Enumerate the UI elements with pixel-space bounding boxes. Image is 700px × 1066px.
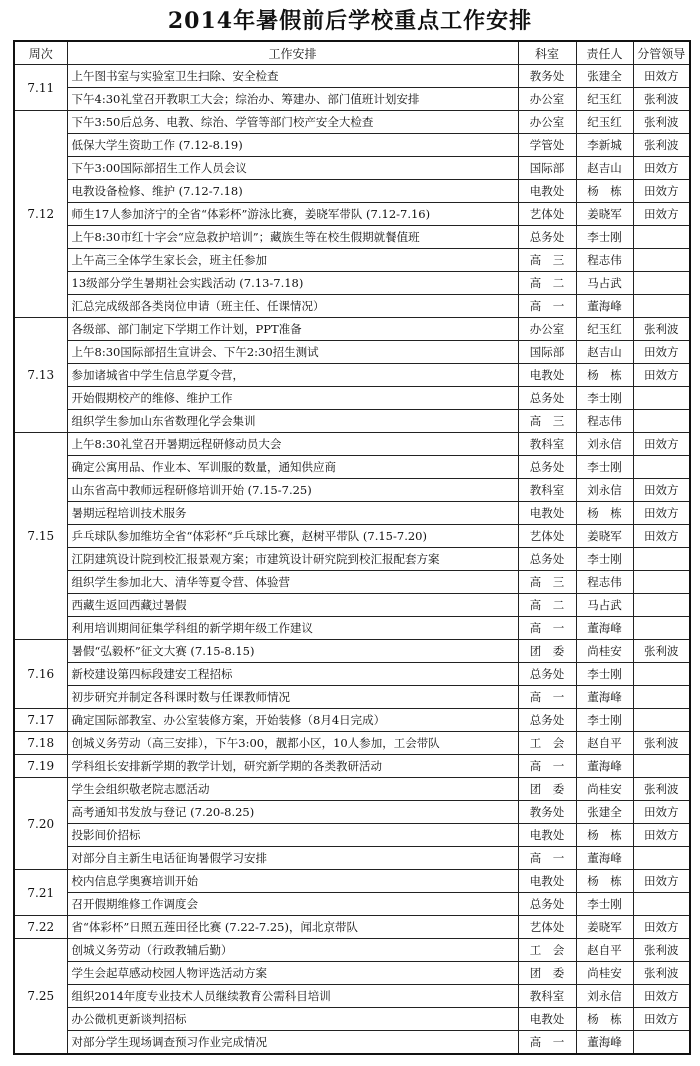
leader-cell: 田效方 [633, 916, 690, 939]
leader-cell [633, 410, 690, 433]
department-cell: 办公室 [518, 318, 576, 341]
leader-cell: 田效方 [633, 364, 690, 387]
responsible-cell: 董海峰 [576, 847, 633, 870]
responsible-cell: 李士刚 [576, 456, 633, 479]
responsible-cell: 刘永信 [576, 433, 633, 456]
table-row [14, 318, 690, 341]
leader-cell [633, 663, 690, 686]
header-week: 周次 [14, 41, 67, 65]
responsible-cell: 张建全 [576, 801, 633, 824]
task-cell: 确定国际部教室、办公室装修方案，开始装修（8月4日完成） [67, 709, 518, 732]
week-cell: 7.12 [14, 111, 67, 318]
table-row [14, 433, 690, 456]
table-row [14, 663, 690, 686]
department-cell: 学管处 [518, 134, 576, 157]
task-cell: 召开假期维修工作调度会 [67, 893, 518, 916]
leader-cell: 田效方 [633, 870, 690, 893]
task-cell: 上午8:30国际部招生宣讲会、下午2:30招生测试 [67, 341, 518, 364]
table-row [14, 456, 690, 479]
week-cell: 7.19 [14, 755, 67, 778]
header-department: 科室 [518, 41, 576, 65]
responsible-cell: 尚桂安 [576, 778, 633, 801]
leader-cell [633, 226, 690, 249]
leader-cell [633, 686, 690, 709]
table-row [14, 801, 690, 824]
table-row [14, 824, 690, 847]
page-title: 2014年暑假前后学校重点工作安排 [167, 8, 533, 34]
task-cell: 学生会组织敬老院志愿活动 [67, 778, 518, 801]
department-cell: 总务处 [518, 893, 576, 916]
table-row [14, 410, 690, 433]
task-cell: 暑期远程培训技术服务 [67, 502, 518, 525]
week-cell: 7.22 [14, 916, 67, 939]
department-cell: 高 一 [518, 686, 576, 709]
responsible-cell: 姜晓军 [576, 203, 633, 226]
task-cell: 学生会起草感动校园人物评选活动方案 [67, 962, 518, 985]
leader-cell: 张利波 [633, 88, 690, 111]
leader-cell: 田效方 [633, 157, 690, 180]
week-cell: 7.15 [14, 433, 67, 640]
task-cell: 确定公寓用品、作业本、军训服的数量，通知供应商 [67, 456, 518, 479]
leader-cell: 张利波 [633, 111, 690, 134]
responsible-cell: 纪玉红 [576, 111, 633, 134]
department-cell: 办公室 [518, 88, 576, 111]
responsible-cell: 赵吉山 [576, 157, 633, 180]
table-row [14, 778, 690, 801]
leader-cell [633, 295, 690, 318]
responsible-cell: 纪玉红 [576, 318, 633, 341]
task-cell: 省“体彩杯”日照五莲田径比赛 (7.22-7.25)，闻北京带队 [67, 916, 518, 939]
responsible-cell: 张建全 [576, 65, 633, 88]
responsible-cell: 董海峰 [576, 1031, 633, 1055]
department-cell: 团 委 [518, 640, 576, 663]
task-cell: 对部分自主新生电话征询暑假学习安排 [67, 847, 518, 870]
department-cell: 高 一 [518, 755, 576, 778]
table-row [14, 134, 690, 157]
leader-cell [633, 893, 690, 916]
task-cell: 13级部分学生暑期社会实践活动 (7.13-7.18) [67, 272, 518, 295]
department-cell: 工 会 [518, 939, 576, 962]
department-cell: 高 一 [518, 617, 576, 640]
responsible-cell: 李士刚 [576, 548, 633, 571]
department-cell: 教务处 [518, 65, 576, 88]
leader-cell: 张利波 [633, 732, 690, 755]
table-row [14, 364, 690, 387]
responsible-cell: 董海峰 [576, 295, 633, 318]
responsible-cell: 杨 栋 [576, 364, 633, 387]
table-row [14, 226, 690, 249]
table-row [14, 341, 690, 364]
task-cell: 开始假期校产的维修、维护工作 [67, 387, 518, 410]
responsible-cell: 李士刚 [576, 893, 633, 916]
leader-cell: 张利波 [633, 134, 690, 157]
leader-cell [633, 249, 690, 272]
table-row [14, 249, 690, 272]
task-cell: 参加诸城省中学生信息学夏令营， [67, 364, 518, 387]
table-row [14, 594, 690, 617]
task-cell: 高考通知书发放与登记 (7.20-8.25) [67, 801, 518, 824]
leader-cell: 张利波 [633, 939, 690, 962]
responsible-cell: 董海峰 [576, 617, 633, 640]
responsible-cell: 杨 栋 [576, 180, 633, 203]
table-row [14, 180, 690, 203]
department-cell: 高 二 [518, 272, 576, 295]
task-cell: 新校建设第四标段建安工程招标 [67, 663, 518, 686]
leader-cell [633, 709, 690, 732]
responsible-cell: 马占武 [576, 594, 633, 617]
department-cell: 团 委 [518, 778, 576, 801]
table-row [14, 847, 690, 870]
table-row [14, 203, 690, 226]
responsible-cell: 杨 栋 [576, 870, 633, 893]
week-cell: 7.17 [14, 709, 67, 732]
table-row [14, 732, 690, 755]
task-cell: 各级部、部门制定下学期工作计划，PPT准备 [67, 318, 518, 341]
leader-cell: 田效方 [633, 824, 690, 847]
table-row [14, 985, 690, 1008]
department-cell: 总务处 [518, 387, 576, 410]
table-row [14, 88, 690, 111]
responsible-cell: 李士刚 [576, 387, 633, 410]
table-row [14, 548, 690, 571]
table-row [14, 295, 690, 318]
leader-cell: 张利波 [633, 640, 690, 663]
department-cell: 电教处 [518, 1008, 576, 1031]
task-cell: 下午4:30礼堂召开教职工大会；综治办、筹建办、部门值班计划安排 [67, 88, 518, 111]
responsible-cell: 董海峰 [576, 686, 633, 709]
task-cell: 低保大学生资助工作 (7.12-8.19) [67, 134, 518, 157]
table-row [14, 502, 690, 525]
table-row [14, 1008, 690, 1031]
table-row [14, 111, 690, 134]
table-body [14, 65, 690, 1055]
department-cell: 电教处 [518, 364, 576, 387]
table-row [14, 387, 690, 410]
table-row [14, 157, 690, 180]
header-responsible: 责任人 [576, 41, 633, 65]
table-row [14, 617, 690, 640]
task-cell: 下午3:50后总务、电教、综治、学管等部门校产安全大检查 [67, 111, 518, 134]
task-cell: 创城义务劳动（行政教辅后勤） [67, 939, 518, 962]
week-cell: 7.18 [14, 732, 67, 755]
department-cell: 高 二 [518, 594, 576, 617]
table-row [14, 272, 690, 295]
department-cell: 高 三 [518, 249, 576, 272]
department-cell: 高 一 [518, 847, 576, 870]
week-cell: 7.13 [14, 318, 67, 433]
department-cell: 团 委 [518, 962, 576, 985]
table-row [14, 1031, 690, 1055]
department-cell: 电教处 [518, 502, 576, 525]
responsible-cell: 杨 栋 [576, 1008, 633, 1031]
leader-cell [633, 548, 690, 571]
task-cell: 组织学生参加北大、清华等夏令营、体验营 [67, 571, 518, 594]
department-cell: 艺体处 [518, 203, 576, 226]
leader-cell: 张利波 [633, 318, 690, 341]
leader-cell: 田效方 [633, 502, 690, 525]
responsible-cell: 尚桂安 [576, 962, 633, 985]
leader-cell [633, 571, 690, 594]
task-cell: 学科组长安排新学期的教学计划，研究新学期的各类教研活动 [67, 755, 518, 778]
table-row [14, 916, 690, 939]
table-row [14, 65, 690, 88]
table-row [14, 525, 690, 548]
leader-cell: 张利波 [633, 778, 690, 801]
department-cell: 总务处 [518, 548, 576, 571]
task-cell: 电教设备检修、维护 (7.12-7.18) [67, 180, 518, 203]
leader-cell: 田效方 [633, 180, 690, 203]
leader-cell [633, 456, 690, 479]
department-cell: 高 一 [518, 1031, 576, 1055]
department-cell: 教科室 [518, 479, 576, 502]
task-cell: 下午3:00国际部招生工作人员会议 [67, 157, 518, 180]
department-cell: 总务处 [518, 226, 576, 249]
department-cell: 工 会 [518, 732, 576, 755]
responsible-cell: 赵吉山 [576, 341, 633, 364]
leader-cell: 田效方 [633, 203, 690, 226]
responsible-cell: 杨 栋 [576, 824, 633, 847]
department-cell: 总务处 [518, 663, 576, 686]
department-cell: 电教处 [518, 870, 576, 893]
week-cell: 7.21 [14, 870, 67, 916]
task-cell: 师生17人参加济宁的全省“体彩杯”游泳比赛，姜晓军带队 (7.12-7.16) [67, 203, 518, 226]
responsible-cell: 程志伟 [576, 571, 633, 594]
leader-cell [633, 847, 690, 870]
leader-cell: 田效方 [633, 479, 690, 502]
department-cell: 高 三 [518, 410, 576, 433]
week-cell: 7.20 [14, 778, 67, 870]
responsible-cell: 程志伟 [576, 410, 633, 433]
leader-cell [633, 272, 690, 295]
leader-cell: 田效方 [633, 65, 690, 88]
department-cell: 高 三 [518, 571, 576, 594]
department-cell: 艺体处 [518, 916, 576, 939]
task-cell: 汇总完成级部各类岗位申请（班主任、任课情况） [67, 295, 518, 318]
department-cell: 总务处 [518, 709, 576, 732]
responsible-cell: 尚桂安 [576, 640, 633, 663]
responsible-cell: 李士刚 [576, 709, 633, 732]
leader-cell [633, 387, 690, 410]
responsible-cell: 董海峰 [576, 755, 633, 778]
department-cell: 电教处 [518, 824, 576, 847]
department-cell: 国际部 [518, 157, 576, 180]
task-cell: 创城义务劳动（高三安排），下午3:00，靓都小区，10人参加，工会带队 [67, 732, 518, 755]
header-leader: 分管领导 [633, 41, 690, 65]
responsible-cell: 赵自平 [576, 732, 633, 755]
department-cell: 总务处 [518, 456, 576, 479]
leader-cell: 田效方 [633, 1008, 690, 1031]
department-cell: 办公室 [518, 111, 576, 134]
department-cell: 国际部 [518, 341, 576, 364]
week-cell: 7.25 [14, 939, 67, 1055]
responsible-cell: 李士刚 [576, 663, 633, 686]
responsible-cell: 纪玉红 [576, 88, 633, 111]
task-cell: 对部分学生现场调查预习作业完成情况 [67, 1031, 518, 1055]
table-row [14, 709, 690, 732]
responsible-cell: 杨 栋 [576, 502, 633, 525]
leader-cell: 田效方 [633, 801, 690, 824]
department-cell: 教科室 [518, 985, 576, 1008]
task-cell: 山东省高中教师远程研修培训开始 (7.15-7.25) [67, 479, 518, 502]
task-cell: 组织2014年度专业技术人员继续教育公需科目培训 [67, 985, 518, 1008]
table-row [14, 640, 690, 663]
task-cell: 乒乓球队参加维坊全省“体彩杯“乒乓球比赛，赵树平带队 (7.15-7.20) [67, 525, 518, 548]
department-cell: 艺体处 [518, 525, 576, 548]
table-row [14, 479, 690, 502]
week-cell: 7.11 [14, 65, 67, 111]
table-row [14, 893, 690, 916]
task-cell: 上午8:30市红十字会“应急救护培训”；藏族生等在校生假期就餐值班 [67, 226, 518, 249]
responsible-cell: 李新城 [576, 134, 633, 157]
task-cell: 上午高三全体学生家长会，班主任参加 [67, 249, 518, 272]
department-cell: 高 一 [518, 295, 576, 318]
leader-cell: 张利波 [633, 962, 690, 985]
table-row [14, 755, 690, 778]
table-row [14, 939, 690, 962]
responsible-cell: 李士刚 [576, 226, 633, 249]
leader-cell [633, 1031, 690, 1055]
task-cell: 校内信息学奥赛培训开始 [67, 870, 518, 893]
responsible-cell: 姜晓军 [576, 525, 633, 548]
leader-cell [633, 755, 690, 778]
responsible-cell: 赵自平 [576, 939, 633, 962]
table-row [14, 571, 690, 594]
task-cell: 上午图书室与实验室卫生扫除、安全检查 [67, 65, 518, 88]
responsible-cell: 刘永信 [576, 479, 633, 502]
leader-cell [633, 617, 690, 640]
task-cell: 西藏生返回西藏过暑假 [67, 594, 518, 617]
department-cell: 电教处 [518, 180, 576, 203]
responsible-cell: 程志伟 [576, 249, 633, 272]
schedule-table [13, 40, 691, 1055]
task-cell: 江阴建筑设计院到校汇报景观方案；市建筑设计研究院到校汇报配套方案 [67, 548, 518, 571]
week-cell: 7.16 [14, 640, 67, 709]
responsible-cell: 姜晓军 [576, 916, 633, 939]
leader-cell: 田效方 [633, 525, 690, 548]
leader-cell [633, 594, 690, 617]
task-cell: 初步研究并制定各科课时数与任课教师情况 [67, 686, 518, 709]
task-cell: 办公微机更新谈判招标 [67, 1008, 518, 1031]
task-cell: 暑假“弘毅杯”征文大赛 (7.15-8.15) [67, 640, 518, 663]
task-cell: 上午8:30礼堂召开暑期远程研修动员大会 [67, 433, 518, 456]
leader-cell: 田效方 [633, 433, 690, 456]
header-task: 工作安排 [67, 41, 518, 65]
responsible-cell: 刘永信 [576, 985, 633, 1008]
department-cell: 教务处 [518, 801, 576, 824]
leader-cell: 田效方 [633, 341, 690, 364]
task-cell: 投影间价招标 [67, 824, 518, 847]
leader-cell: 田效方 [633, 985, 690, 1008]
table-row [14, 686, 690, 709]
department-cell: 教科室 [518, 433, 576, 456]
table-row [14, 962, 690, 985]
task-cell: 组织学生参加山东省数理化学会集训 [67, 410, 518, 433]
table-row [14, 870, 690, 893]
task-cell: 利用培训期间征集学科组的新学期年级工作建议 [67, 617, 518, 640]
responsible-cell: 马占武 [576, 272, 633, 295]
table-header-row [14, 41, 690, 65]
